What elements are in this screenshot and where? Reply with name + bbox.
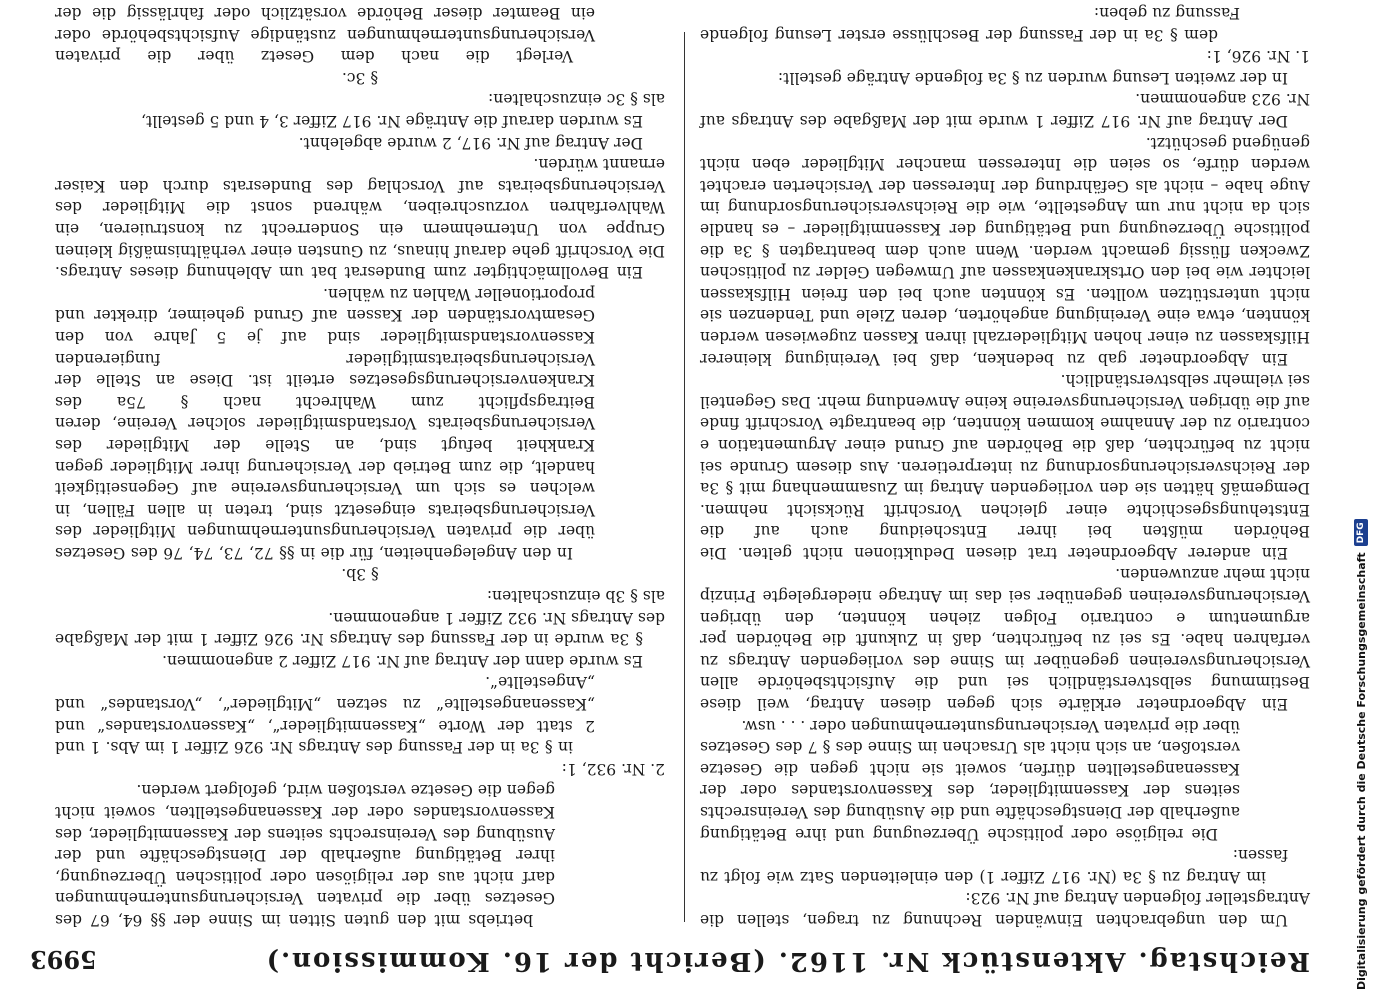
paragraph: Der Antrag auf Nr. 917, 2 wurde abgelehnt. bbox=[298, 133, 643, 152]
paragraph: im Antrag zu § 3a (Nr. 917 Ziffer 1) den einleitenden Satz wie folgt zu fassen: bbox=[700, 846, 1288, 886]
notice-text: Digitalisierung gefördert durch die Deutsche Forschungsgemeinschaft bbox=[1354, 552, 1368, 990]
quoted-paragraph: in § 3a in der Fassung des Antrags Nr. 926 Ziffer 1 im Abs. 1 und 2 statt der Worte „Kassenmitglieder“, „Kassenvorstandes“ und „Kassenangestellte“ zu setzen „Mitglieder“, „Vorstandes“ und „Angestellte“. bbox=[55, 673, 595, 757]
list-item: 1. Nr. 926, 1: bbox=[1206, 47, 1310, 66]
paragraph: Es wurde dann der Antrag auf Nr. 917 Ziffer 2 angenommen. bbox=[162, 651, 643, 670]
section-heading: § 3c. bbox=[341, 68, 379, 87]
page-header bbox=[20, 940, 1350, 980]
paragraph: als § 3c einzuschalten: bbox=[488, 90, 665, 109]
quoted-paragraph: Die religiöse oder politische Überzeugung und ihre Betätigung außerhalb der Dienstgeschäfte und die Ausübung des Vereinsrechts seitens der Kassenmitglieder, des Kassenvorstandes oder der Kassenangestellten dürfen, soweit sie nicht gegen die Gesetze verstoßen, an sich nicht als Ursachen im Sinne des § 7 des Gesetzes über die privaten Versicherungsunternehmungen oder . . . usw. bbox=[700, 716, 1240, 843]
paragraph: Um den ungebrachten Einwänden Rechnung zu tragen, stellen die Antragsteller folgenden Antrag auf Nr. 923: bbox=[700, 889, 1310, 929]
column-divider bbox=[684, 32, 685, 922]
dfg-logo-icon: DFG bbox=[1354, 519, 1368, 546]
paragraph: § 3a wurde in der Fassung des Antrags Nr. 926 Ziffer 1 mit der Maßgabe des Antrags Nr. 932 Ziffer 1 angenommen. bbox=[55, 608, 665, 649]
digitization-notice bbox=[1352, 10, 1370, 990]
page-number: 5993 bbox=[30, 945, 97, 974]
scanned-page bbox=[20, 4, 1350, 980]
paragraph: Ein anderer Abgeordneter trat diesen Deduktionen nicht gelten. Die Behörden müßten bei ihrer Entscheidung auch auf die Entstehungsgeschichte einer gleichen Vorschrift Rücksicht nehmen. Demgemäß hätten sie den vorliegenden Antrag im Zusammenhang mit § 3a der Reichsversicherungsordnung zu interpretieren. Aus diesem Grunde sei nicht zu befürchten, daß die Behörden auf Grund einer Argumentation e contrario zu der Annahme kommen könnten, die beantragte Vorschrift finde auf die übrigen Versicherungsvereine keine Anwendung mehr. Das Gegenteil sei vielmehr selbstverständlich. bbox=[700, 371, 1310, 562]
quoted-paragraph: Verlegt die nach dem Gesetz über die privaten Versicherungsunternehmungen zuständige Aufsichtsbehörde oder ein Beamter dieser Behörde vorsätzlich oder fahrlässig die der bbox=[55, 4, 595, 66]
paragraph: In der zweiten Lesung wurden zu § 3a folgende Anträge gestellt: bbox=[777, 68, 1288, 87]
quoted-paragraph: betriebs mit den guten Sitten im Sinne der §§ 64, 67 des Gesetzes über die privaten Versicherungsunternehmungen darf nicht aus der religiösen oder politischen Überzeugung, ihrer Betätigung außerhalb der Dienstgeschäfte und der Ausübung des Vereinsrechts seitens der Kassenmitglieder, des Kassenvorstandes oder der Kassenangestellten, soweit nicht gegen die Gesetze verstoßen wird, gefolgert werden. bbox=[55, 781, 555, 929]
paragraph: Es wurden darauf die Anträge Nr. 917 Ziffer 3, 4 und 5 gestellt, bbox=[141, 112, 643, 131]
paragraph: Der Antrag auf Nr. 917 Ziffer 1 wurde mit der Maßgabe des Antrags auf Nr. 923 angenommen. bbox=[700, 90, 1310, 131]
quoted-paragraph: In den Angelegenheiten, für die in §§ 72, 73, 74, 76 des Gesetzes über die privaten Versicherungsunternehmungen Mitglieder des Versicherungsbeirats eingesetzt sind, treten in allen Fällen, in welchen es sich um Versicherungsvereine auf Gegenseitigkeit handelt, die zum Betrieb der Versicherung ihrer Mitglieder gegen Krankheit befugt sind, an Stelle der Mitglieder des Versicherungsbeirats Vorstandsmitglieder solcher Vereine, deren Beitragspflicht zum Wahlrecht nach § 75a des Krankenversicherungsgesetzes erteilt ist. Diese an Stelle der Versicherungsbeiratsmitglieder fungierenden Kassenvorstandsmitglieder sind auf je 5 Jahre von den Gesamtvorständen der Kassen auf Grund geheimer, direkter und proportioneller Wahlen zu wählen. bbox=[55, 284, 595, 562]
left-column bbox=[700, 4, 1310, 930]
paragraph: Ein Abgeordneter gab zu bedenken, daß bei Vereinigung kleinerer Hilfskassen zu einer hohen Mitgliederzahl ihren Kassen zugewiesen werden könnten, etwa eine Vereinigung angehörten, deren Ziele und Tendenzen sie nicht unterstützen wollten. Es könnten auch bei den freien Hilfskassen leichter wie bei den Ortskrankenkassen auf Umwegen Gelder zu politischen Zwecken flüssig gemacht werden. Wenn auch dem beantragten § 3a die politische Überzeugung und Betätigung der Kassenmitglieder – es handle sich da nicht nur um Angestellte, wie die Reichsversicherungsordnung im Auge habe – nicht als Gefährdung der Interessen der Versicherten erachtet werden dürfe, so seien die Interessen mancher Mitglieder eben nicht genügend geschützt. bbox=[700, 133, 1310, 368]
paragraph: dem § 3a in der Fassung der Beschlüsse erster Lesung folgende Fassung zu geben: bbox=[700, 4, 1240, 44]
paragraph: als § 3b einzuschalten: bbox=[486, 587, 665, 606]
section-heading: § 3b. bbox=[341, 565, 379, 584]
paragraph: Ein Abgeordneter erklärte sich gegen diesen Antrag, weil diese Bestimmung selbstverständlich sei und die Aufsichtsbehörde allen Versicherungsvereinen gegenüber im Sinne des vorliegenden Antrags zu verfahren habe. Es sei zu befürchten, daß in Zukunft die Behörden per argumentum e contrario Folgen ziehen könnten, den übrigen Versicherungsvereinen gegenüber sei das im Antrage niedergelegte Prinzip nicht mehr anzuwenden. bbox=[700, 565, 1310, 714]
paragraph: Ein Bevollmächtigter zum Bundesrat bat um Ablehnung dieses Antrags. Die Vorschrift gehe darauf hinaus, zu Gunsten einer verhältnismäßig kleinen Gruppe von Unternehmern ein Sonderrecht zu konstruieren, ein Wahlverfahren vorzuschreiben, während sonst die Mitglieder des Versicherungsbeirats auf Vorschlag des Bundesrats durch den Kaiser ernannt würden. bbox=[55, 155, 665, 282]
right-column bbox=[55, 4, 665, 930]
running-title: Reichstag. Aktenstück Nr. 1162. (Bericht der 16. Kommission.) bbox=[264, 946, 1310, 976]
list-item: 2. Nr. 932, 1: bbox=[561, 759, 665, 778]
